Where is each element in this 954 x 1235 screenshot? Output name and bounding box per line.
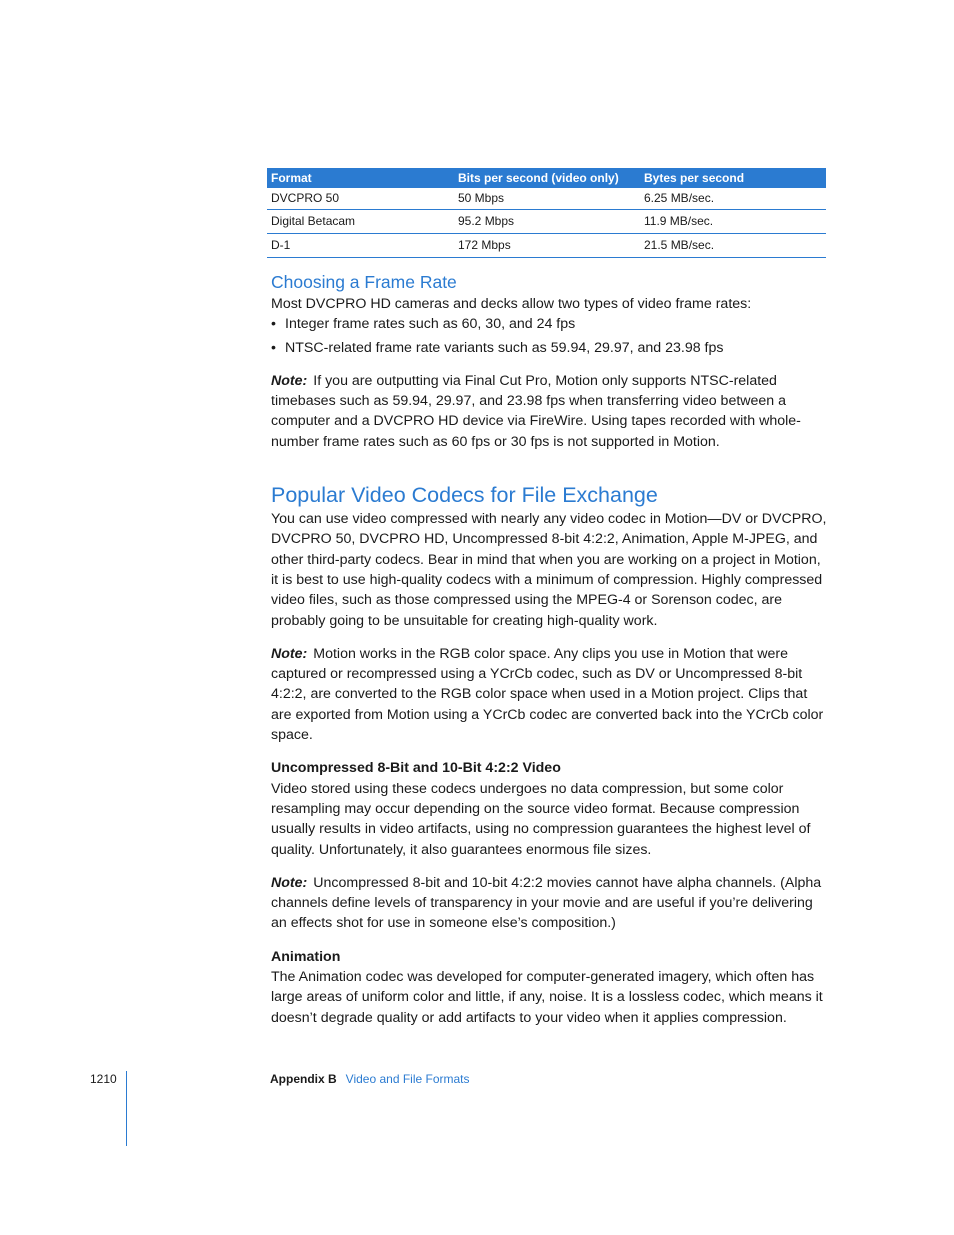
table-cell: 21.5 MB/sec. (640, 234, 826, 258)
table-header-bytes: Bytes per second (644, 171, 745, 185)
table-header-row (267, 168, 826, 188)
table-cell: DVCPRO 50 (267, 188, 454, 210)
note-label: Note: (271, 372, 308, 389)
page-number: 1210 (90, 1072, 117, 1086)
uncompressed-heading: Uncompressed 8-Bit and 10-Bit 4:2:2 Video (271, 760, 561, 777)
frame-rate-heading: Choosing a Frame Rate (271, 272, 457, 292)
frame-rate-list (271, 314, 831, 358)
table-cell: 6.25 MB/sec. (640, 188, 826, 210)
footer-chapter (270, 1072, 470, 1086)
table-cell: 11.9 MB/sec. (640, 210, 826, 234)
table-row (267, 188, 826, 210)
table-cell: 50 Mbps (454, 188, 640, 210)
chapter-label: Appendix B (270, 1072, 337, 1086)
table-header-bits: Bits per second (video only) (458, 171, 619, 185)
table-cell: Digital Betacam (267, 210, 454, 234)
codecs-note (271, 644, 831, 745)
table-cell: 172 Mbps (454, 234, 640, 258)
note-label: Note: (271, 874, 308, 891)
chapter-title: Video and File Formats (345, 1072, 470, 1086)
table-header-format: Format (271, 171, 312, 185)
note-text: If you are outputting via Final Cut Pro, Motion only supports NTSC-related timebases such as 59.94, 29.97, and 23.98 fps when transferring video between a computer and a DVCPRO HD device via FireWire. Using tapes recorded with whole-number frame rates such as 60 fps or 30 fps is not supported in Motion. (271, 372, 801, 450)
list-item: • NTSC-related frame rate variants such as 59.94, 29.97, and 23.98 fps (271, 338, 831, 358)
note-text: Uncompressed 8-bit and 10-bit 4:2:2 movies cannot have alpha channels. (Alpha channels define levels of transparency in your movie and are useful if you’re delivering an effects shot for use in someone else’s composition.) (271, 874, 822, 932)
format-table (267, 168, 826, 258)
note-text: Motion works in the RGB color space. Any clips you use in Motion that were captured or recompressed using a YCrCb codec, such as DV or Uncompressed 8-bit 4:2:2, are converted to the RGB color space when used in a Motion project. Clips that are exported from Motion using a YCrCb codec are converted back into the YCrCb color space. (271, 645, 824, 744)
codecs-body: You can use video compressed with nearly any video codec in Motion—DV or DVCPRO, DVCPRO 50, DVCPRO HD, Uncompressed 8-bit 4:2:2, Animation, Apple M-JPEG, and other third-party codecs. Bear in mind that when you are working on a project in Motion, it is best to use high-quality codecs with a minimum of compression. Highly compressed video files, such as those compressed using the MPEG-4 or Sorenson codec, are probably going to be unsuitable for creating high-quality work. (271, 511, 827, 629)
uncompressed-note (271, 873, 831, 934)
frame-rate-note (271, 371, 831, 452)
page-content (271, 270, 831, 1028)
table-row (267, 210, 826, 234)
footer-divider (126, 1071, 127, 1146)
uncompressed-body: Video stored using these codecs undergoes no data compression, but some color resampling may occur depending on the source video format. Because compression usually results in video artifacts, using no compression guarantees the highest level of quality. Unfortunately, it also guarantees enormous file sizes. (271, 780, 811, 858)
list-item: • Integer frame rates such as 60, 30, and 24 fps (271, 314, 831, 334)
animation-heading: Animation (271, 948, 341, 965)
animation-body: The Animation codec was developed for computer-generated imagery, which often has large areas of uniform color and little, if any, noise. It is a lossless codec, which means it doesn’t degrade quality or add artifacts to your video when it applies compression. (271, 969, 823, 1026)
codecs-heading: Popular Video Codecs for File Exchange (271, 483, 658, 508)
table-cell: D-1 (267, 234, 454, 258)
frame-rate-intro: Most DVCPRO HD cameras and decks allow two types of video frame rates: (271, 296, 752, 312)
table-row (267, 234, 826, 258)
table-cell: 95.2 Mbps (454, 210, 640, 234)
format-table-container (267, 168, 826, 258)
note-label: Note: (271, 645, 308, 662)
